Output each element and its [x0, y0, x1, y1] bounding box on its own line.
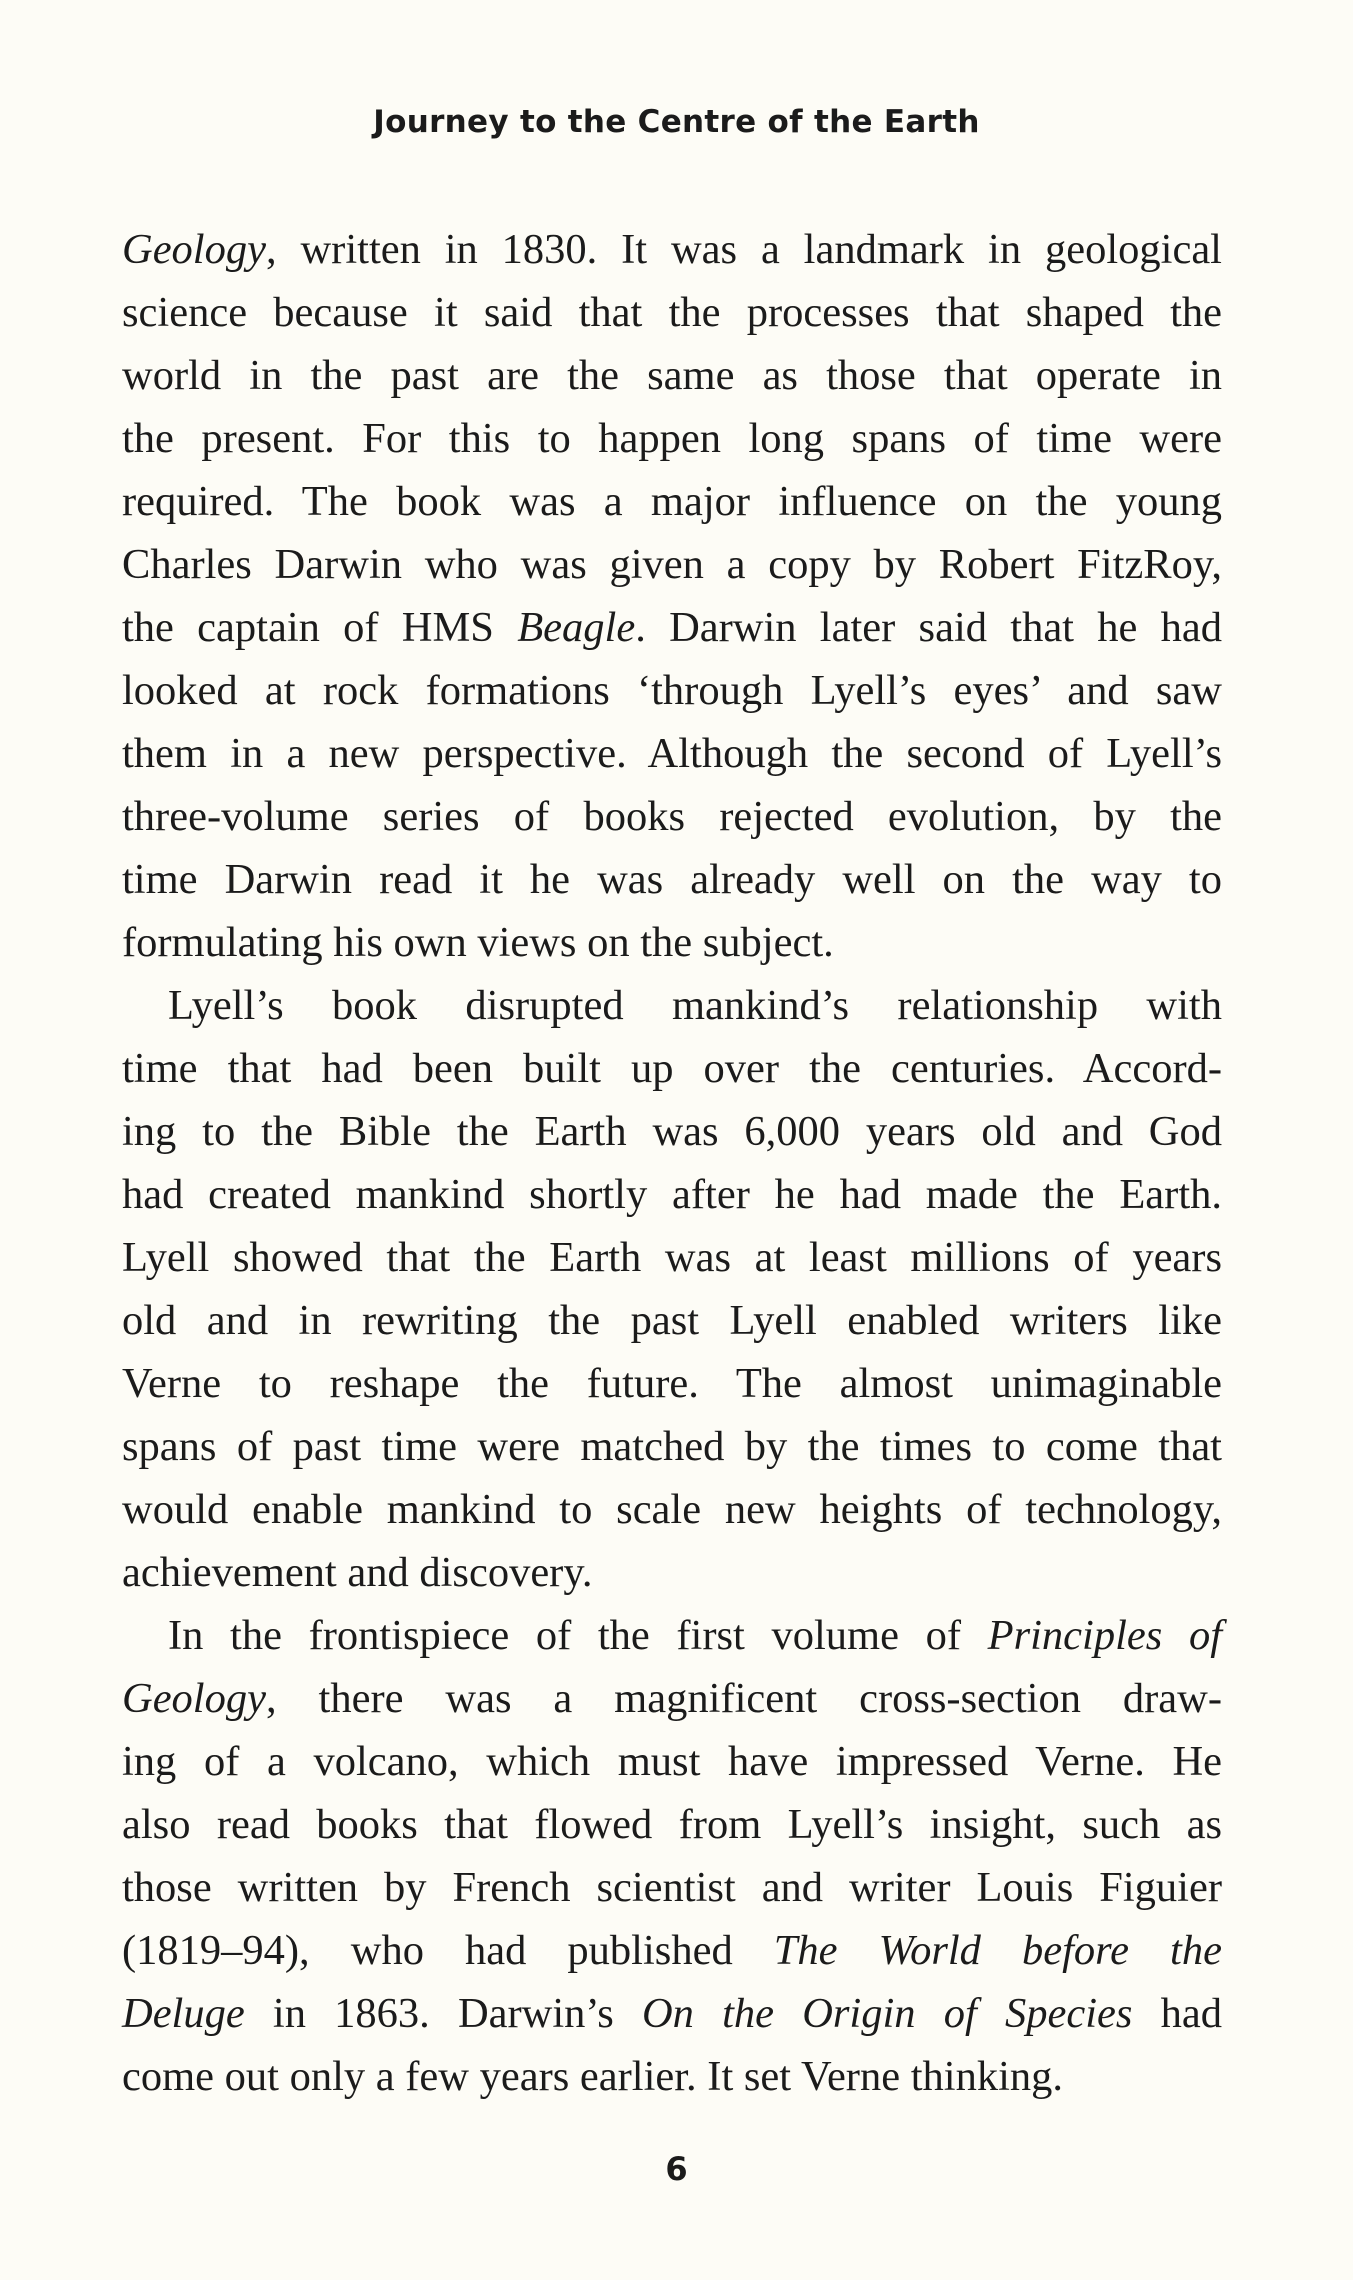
text-run: the captain of HMS — [122, 604, 518, 651]
text-run: also read books that flowed from Lyell’s insight, such as — [122, 1801, 1222, 1848]
italic-text: Geology — [122, 226, 266, 273]
text-run: science because it said that the processes that shaped the — [122, 289, 1222, 336]
text-line — [122, 218, 1222, 281]
text-line — [122, 596, 1222, 659]
text-run: Lyell showed that the Earth was at least millions of years — [122, 1234, 1222, 1281]
body-text — [122, 218, 1222, 2108]
text-line — [122, 1730, 1222, 1793]
text-run: three-volume series of books rejected evolution, by the — [122, 793, 1222, 840]
text-run: , written in 1830. It was a landmark in geological — [265, 226, 1222, 273]
text-line — [122, 1541, 1222, 1604]
text-line — [122, 848, 1222, 911]
text-line — [122, 1100, 1222, 1163]
text-line — [122, 1982, 1222, 2045]
text-run: ing to the Bible the Earth was 6,000 years old and God — [122, 1108, 1222, 1155]
paragraph — [122, 218, 1222, 974]
text-run: formulating his own views on the subject. — [122, 919, 834, 966]
text-line — [122, 1793, 1222, 1856]
text-line — [122, 281, 1222, 344]
text-run: (1819–94), who had published — [122, 1927, 774, 1974]
text-line — [122, 1919, 1222, 1982]
text-run: come out only a few years earlier. It set Verne thinking. — [122, 2053, 1063, 2100]
text-line — [122, 785, 1222, 848]
page-number: 6 — [665, 2150, 688, 2188]
text-line — [122, 344, 1222, 407]
text-run: in 1863. Darwin’s — [244, 1990, 642, 2037]
italic-text: On the Origin of Species — [641, 1990, 1133, 2037]
text-run: the present. For this to happen long spans of time were — [122, 415, 1222, 462]
running-head: Journey to the Centre of the Earth — [373, 104, 980, 140]
text-line — [122, 1856, 1222, 1919]
italic-text: Deluge — [122, 1990, 245, 2037]
italic-text: The World before the — [773, 1927, 1222, 1974]
text-line — [122, 2045, 1222, 2108]
text-line — [122, 974, 1222, 1037]
text-run: those written by French scientist and writer Louis Figuier — [122, 1864, 1222, 1911]
text-line — [122, 1415, 1222, 1478]
text-run: them in a new perspective. Although the second of Lyell’s — [122, 730, 1222, 777]
text-run: In the frontispiece of the first volume of — [168, 1612, 988, 1659]
text-run: had — [1132, 1990, 1222, 2037]
text-run: achievement and discovery. — [122, 1549, 593, 1596]
text-line — [122, 1667, 1222, 1730]
text-line — [122, 470, 1222, 533]
text-run: had created mankind shortly after he had made the Earth. — [122, 1171, 1222, 1218]
text-line — [122, 1037, 1222, 1100]
text-run: would enable mankind to scale new heights of technology, — [122, 1486, 1222, 1533]
text-line — [122, 1604, 1222, 1667]
paragraph — [122, 1604, 1222, 2108]
italic-text: Principles of — [987, 1612, 1222, 1659]
text-run: time Darwin read it he was already well on the way to — [122, 856, 1222, 903]
text-line — [122, 659, 1222, 722]
text-run: world in the past are the same as those that operate in — [122, 352, 1222, 399]
italic-text: Geology — [122, 1675, 266, 1722]
italic-text: Beagle — [517, 604, 636, 651]
text-run: . Darwin later said that he had — [635, 604, 1222, 651]
text-run: looked at rock formations ‘through Lyell’s eyes’ and saw — [122, 667, 1222, 714]
text-run: ing of a volcano, which must have impressed Verne. He — [122, 1738, 1222, 1785]
text-run: Charles Darwin who was given a copy by Robert FitzRoy, — [122, 541, 1222, 588]
text-run: time that had been built up over the centuries. Accord- — [122, 1045, 1222, 1092]
text-line — [122, 722, 1222, 785]
text-line — [122, 1289, 1222, 1352]
text-run: spans of past time were matched by the times to come that — [122, 1423, 1222, 1470]
text-run: required. The book was a major influence on the young — [122, 478, 1222, 525]
text-line — [122, 1478, 1222, 1541]
text-line — [122, 1352, 1222, 1415]
text-run: Verne to reshape the future. The almost unimaginable — [122, 1360, 1222, 1407]
text-line — [122, 407, 1222, 470]
text-line — [122, 911, 1222, 974]
text-line — [122, 1163, 1222, 1226]
text-line — [122, 1226, 1222, 1289]
text-run: old and in rewriting the past Lyell enabled writers like — [122, 1297, 1222, 1344]
paragraph — [122, 974, 1222, 1604]
text-run: Lyell’s book disrupted mankind’s relationship with — [168, 982, 1222, 1029]
text-line — [122, 533, 1222, 596]
text-run: , there was a magnificent cross-section draw- — [265, 1675, 1222, 1722]
